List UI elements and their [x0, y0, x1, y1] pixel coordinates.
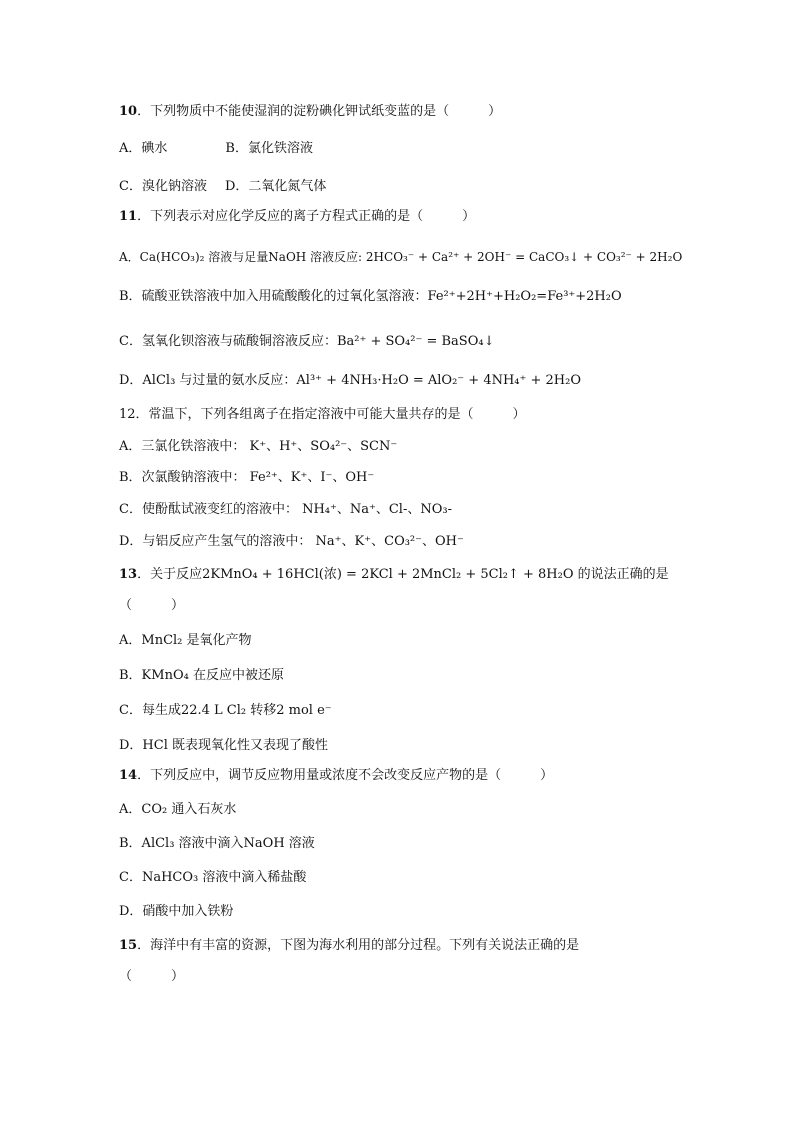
question-11-stem [119, 208, 475, 226]
question-12-stem: 12．常温下，下列各组离子在指定溶液中可能大量共存的是（ ） [119, 407, 526, 422]
question-10-options-row-2 [119, 178, 326, 196]
question-10-stem [119, 103, 501, 121]
question-13-option-a: A．MnCl₂ 是氧化产物 [119, 633, 252, 648]
question-10-option-c: C．溴化钠溶液 [119, 179, 207, 194]
question-10-option-d: D．二氧化氮气体 [224, 179, 327, 194]
question-14-option-b: B．AlCl₃ 溶液中滴入NaOH 溶液 [119, 836, 315, 851]
question-12-option-d: D．与铝反应产生氢气的溶液中： Na⁺、K⁺、CO₃²⁻、OH⁻ [119, 534, 464, 549]
question-14-number: 14 [119, 768, 138, 783]
question-11-text: ．下列表示对应化学反应的离子方程式正确的是（ ） [137, 209, 476, 224]
question-11-number: 11 [119, 209, 138, 224]
question-13-option-c: C．每生成22.4 L Cl₂ 转移2 mol e⁻ [119, 703, 332, 718]
question-10-text: ．下列物质中不能使湿润的淀粉碘化钾试纸变蓝的是（ ） [137, 104, 502, 119]
question-10-number: 10 [119, 104, 138, 119]
question-13-option-d: D．HCl 既表现氧化性又表现了酸性 [119, 738, 328, 753]
question-13-option-b: B．KMnO₄ 在反应中被还原 [119, 668, 284, 683]
question-14-option-c: C．NaHCO₃ 溶液中滴入稀盐酸 [119, 870, 307, 885]
question-11-option-b: B．硫酸亚铁溶液中加入用硫酸酸化的过氧化氢溶液：Fe²⁺+2H⁺+H₂O₂=Fe³⁺+2H₂O [119, 289, 622, 304]
question-12-option-b: B．次氯酸钠溶液中： Fe²⁺、K⁺、I⁻、OH⁻ [119, 470, 375, 485]
question-15-stem [119, 937, 579, 955]
question-11-option-c: C．氢氧化钡溶液与硫酸铜溶液反应：Ba²⁺ + SO₄²⁻ = BaSO₄↓ [119, 334, 495, 349]
question-10-option-b: B．氯化铁溶液 [225, 141, 313, 156]
question-12-option-c: C．使酚酞试液变红的溶液中： NH₄⁺、Na⁺、Cl-、NO₃- [119, 502, 452, 517]
question-11-option-d: D．AlCl₃ 与过量的氨水反应：Al³⁺ + 4NH₃·H₂O = AlO₂⁻ + 4NH₄⁺ + 2H₂O [119, 373, 582, 388]
question-15-number: 15 [119, 938, 138, 953]
question-10-options-row-1 [119, 140, 313, 158]
question-14-option-a: A．CO₂ 通入石灰水 [119, 802, 237, 817]
question-14-option-d: D．硝酸中加入铁粉 [119, 904, 234, 919]
question-13-text: ．关于反应2KMnO₄ + 16HCl(浓) = 2KCl + 2MnCl₂ + 5Cl₂↑ + 8H₂O 的说法正确的是 [137, 567, 669, 582]
question-15-paren: （ ） [119, 969, 185, 984]
question-14-stem [119, 767, 553, 785]
question-10-option-a: A．碘水 [119, 141, 168, 156]
question-14-text: ．下列反应中，调节反应物用量或浓度不会改变反应产物的是（ ） [137, 768, 554, 783]
question-11-option-a: A．Ca(HCO₃)₂ 溶液与足量NaOH 溶液反应: 2HCO₃⁻ + Ca²⁺ + 2OH⁻ = CaCO₃↓ + CO₃²⁻ + 2H₂O [119, 250, 683, 264]
question-15-text: ．海洋中有丰富的资源，下图为海水利用的部分过程。下列有关说法正确的是 [137, 938, 580, 953]
question-13-stem [119, 566, 669, 584]
question-13-paren: （ ） [119, 598, 185, 613]
question-13-number: 13 [119, 567, 138, 582]
question-12-option-a: A．三氯化铁溶液中： K⁺、H⁺、SO₄²⁻、SCN⁻ [119, 439, 398, 454]
